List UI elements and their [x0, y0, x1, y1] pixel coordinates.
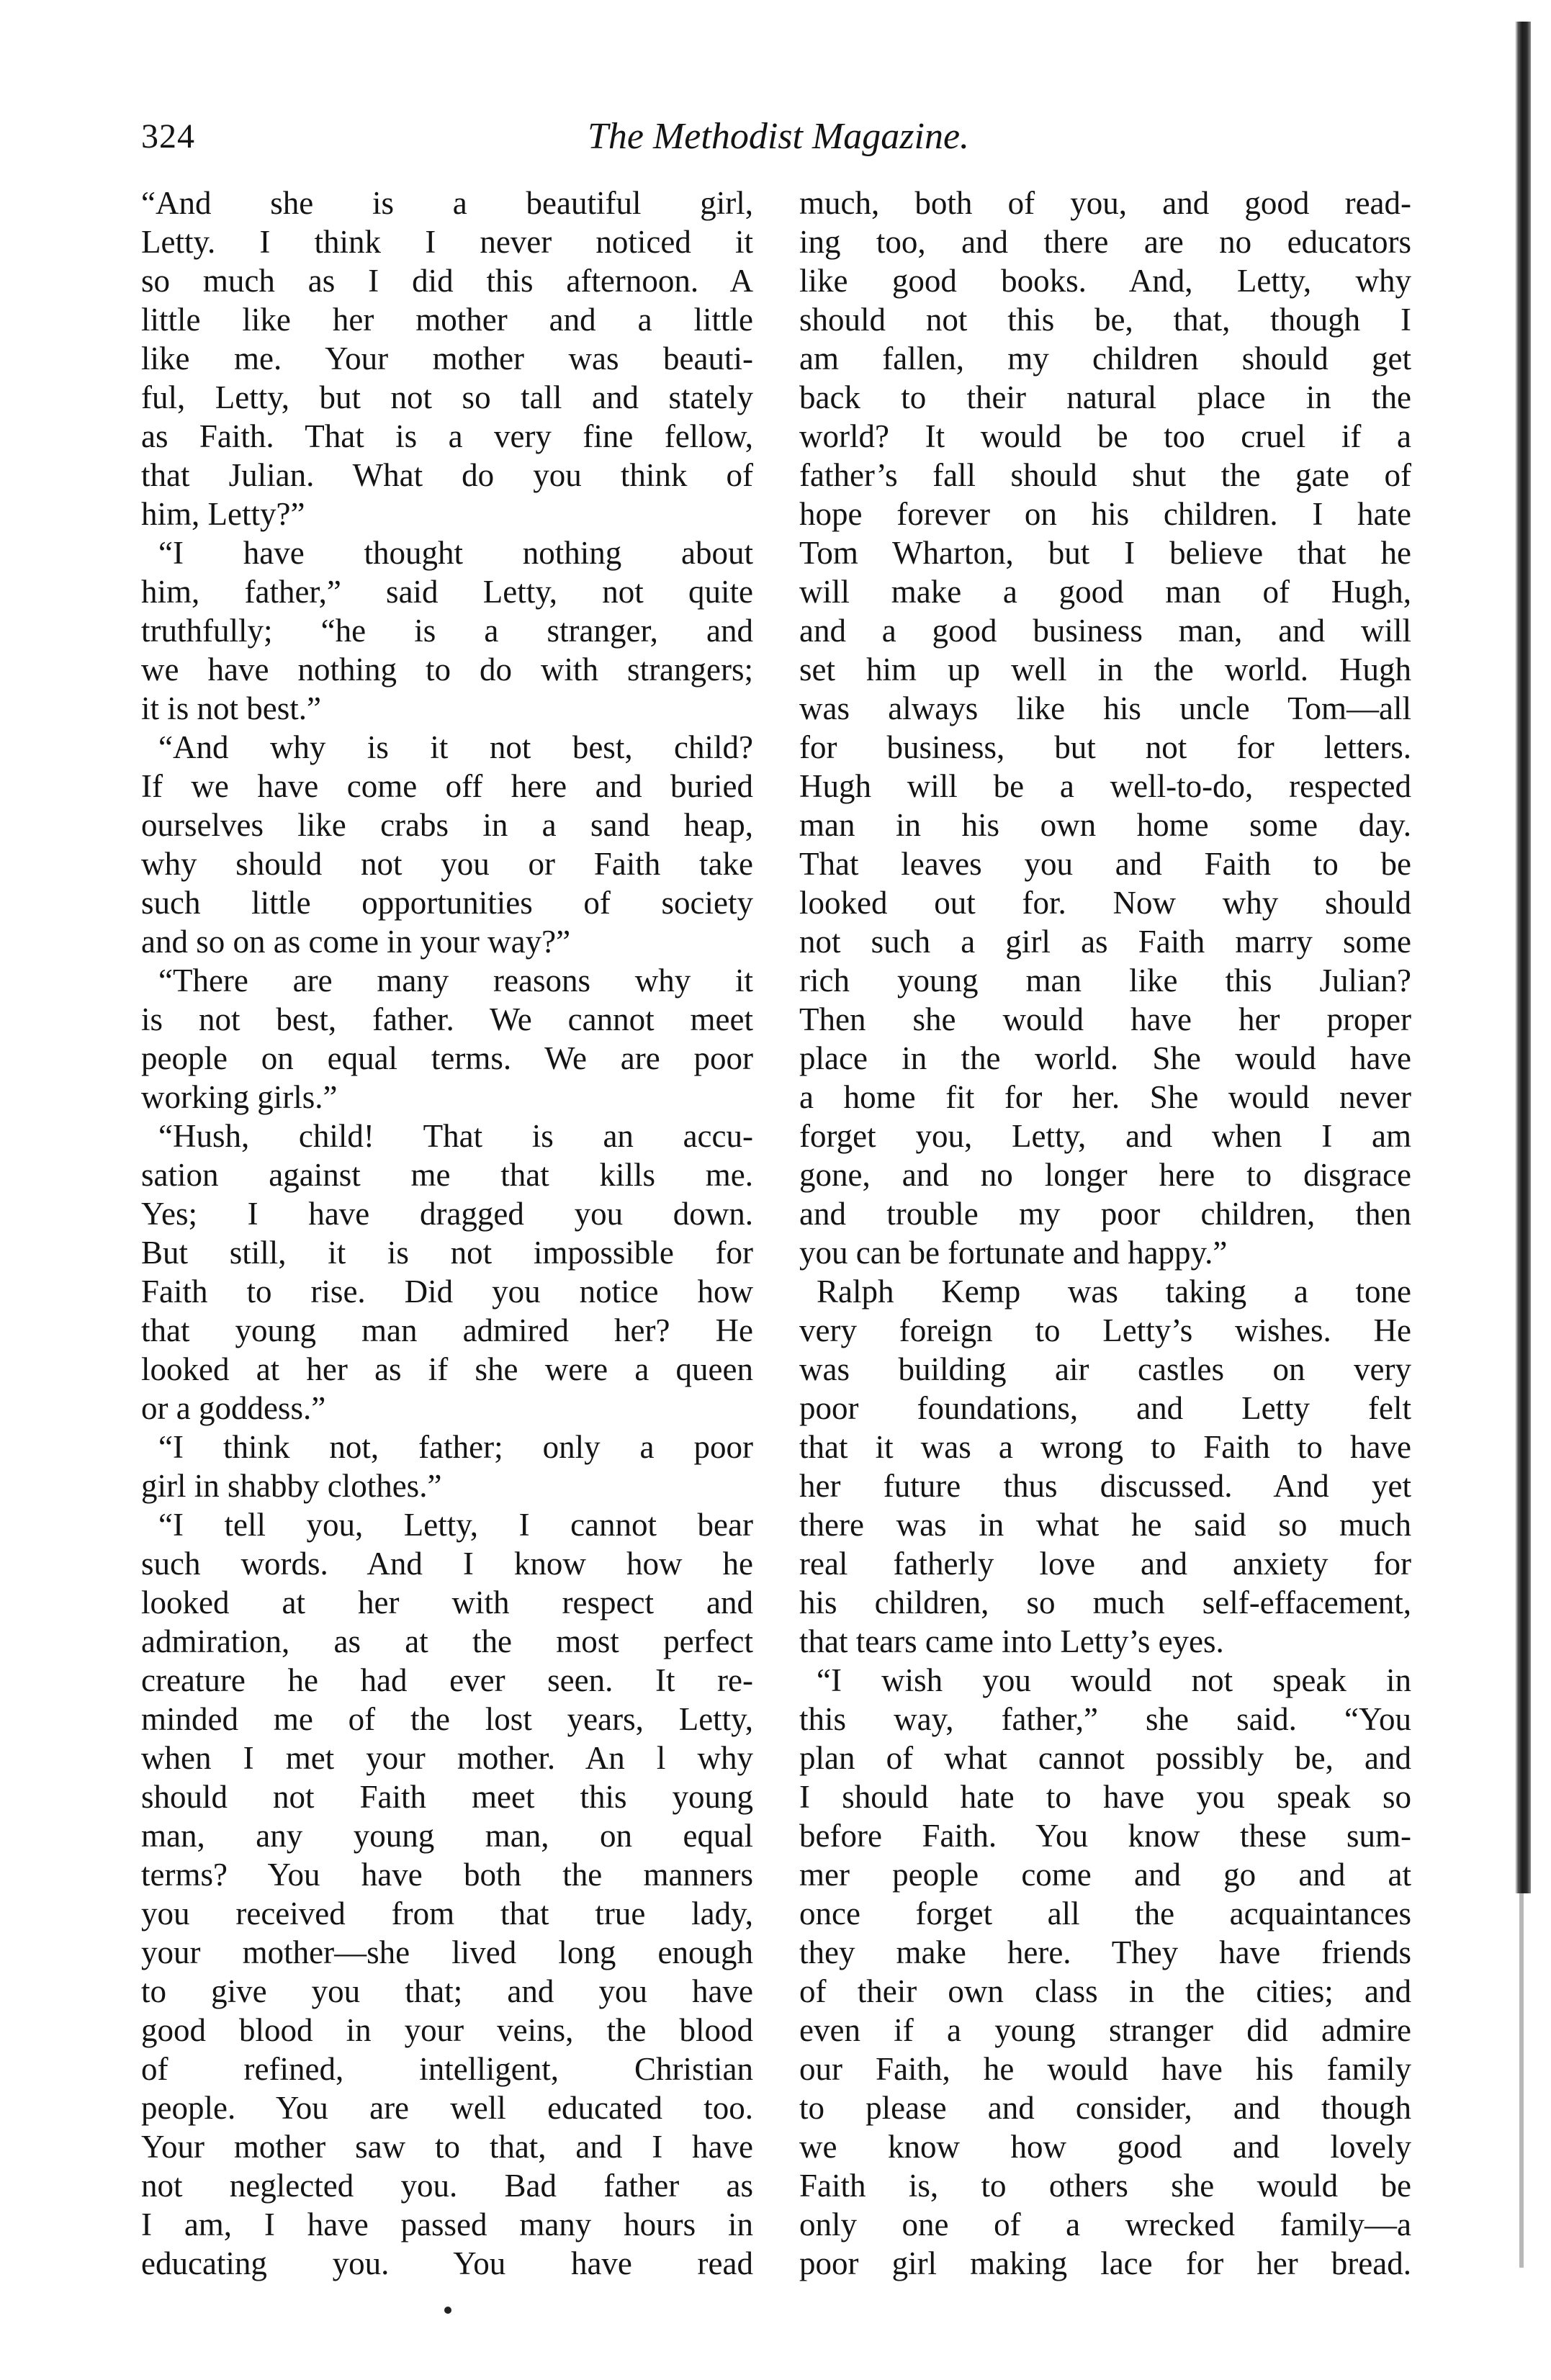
- text-line: Faith to rise. Did you notice how: [141, 1274, 753, 1310]
- text-line: minded me of the lost years, Letty,: [141, 1701, 753, 1737]
- text-line: so much as I did this afternoon. A: [141, 263, 753, 299]
- text-line: like good books. And, Letty, why: [799, 263, 1411, 299]
- text-line: ourselves like crabs in a sand heap,: [141, 807, 753, 843]
- text-line: your mother—she lived long enough: [141, 1934, 753, 1970]
- text-line: was always like his uncle Tom—all: [799, 690, 1411, 726]
- text-line: before Faith. You know these sum-: [799, 1818, 1411, 1854]
- text-line: am fallen, my children should get: [799, 341, 1411, 377]
- text-line: people on equal terms. We are poor: [141, 1040, 753, 1076]
- text-line: man in his own home some day.: [799, 807, 1411, 843]
- text-line: him, father,” said Letty, not quite: [141, 574, 753, 610]
- text-line: and a good business man, and will: [799, 613, 1411, 649]
- text-line: we have nothing to do with strangers;: [141, 652, 753, 688]
- text-line: forget you, Letty, and when I am: [799, 1118, 1411, 1154]
- text-line: not such a girl as Faith marry some: [799, 924, 1411, 960]
- text-line: mer people come and go and at: [799, 1857, 1411, 1893]
- text-line: they make here. They have friends: [799, 1934, 1411, 1970]
- running-title: The Methodist Magazine.: [587, 116, 970, 157]
- text-line: working girls.”: [141, 1079, 338, 1115]
- page-number: 324: [141, 117, 195, 155]
- text-line: to give you that; and you have: [141, 1973, 753, 2009]
- text-line: when I met your mother. An l why: [141, 1740, 753, 1776]
- text-line: we know how good and lovely: [799, 2129, 1411, 2165]
- text-line: I am, I have passed many hours in: [141, 2207, 753, 2242]
- page-footer-dot: [444, 2307, 451, 2314]
- text-line: such little opportunities of society: [141, 885, 753, 921]
- text-line: our Faith, he would have his family: [799, 2051, 1411, 2087]
- text-line: a home fit for her. She would never: [799, 1079, 1411, 1115]
- text-line: If we have come off here and buried: [141, 768, 753, 804]
- text-line: or a goddess.”: [141, 1390, 326, 1426]
- text-line: it is not best.”: [141, 690, 321, 726]
- text-line: ful, Letty, but not so tall and stately: [141, 379, 753, 415]
- text-line: sation against me that kills me.: [141, 1157, 753, 1193]
- text-line: as Faith. That is a very fine fellow,: [141, 418, 753, 454]
- text-line: Letty. I think I never noticed it: [141, 224, 753, 260]
- text-line: poor girl making lace for her bread.: [799, 2245, 1411, 2281]
- text-line: plan of what cannot possibly be, and: [799, 1740, 1411, 1776]
- text-line: hope forever on his children. I hate: [799, 496, 1411, 532]
- text-line: Yes; I have dragged you down.: [141, 1196, 753, 1232]
- text-line: “And she is a beautiful girl,: [141, 185, 753, 221]
- text-line: there was in what he said so much: [799, 1507, 1411, 1543]
- scanned-page-edge: [1515, 22, 1531, 1893]
- text-line: Hugh will be a well-to-do, respected: [799, 768, 1411, 804]
- text-line: is not best, father. We cannot meet: [141, 1001, 753, 1037]
- text-line: gone, and no longer here to disgrace: [799, 1157, 1411, 1193]
- text-line: should not this be, that, though I: [799, 302, 1411, 338]
- text-line: him, Letty?”: [141, 496, 305, 532]
- text-line: looked at her as if she were a queen: [141, 1351, 753, 1387]
- text-line: father’s fall should shut the gate of: [799, 457, 1411, 493]
- text-line: you received from that true lady,: [141, 1896, 753, 1932]
- left-text-column: [141, 184, 753, 2283]
- text-line: that tears came into Letty’s eyes.: [799, 1623, 1224, 1659]
- text-line: will make a good man of Hugh,: [799, 574, 1411, 610]
- page-header: [141, 108, 1416, 166]
- text-line: world? It would be too cruel if a: [799, 418, 1411, 454]
- text-line: Then she would have her proper: [799, 1001, 1411, 1037]
- text-line: only one of a wrecked family—a: [799, 2207, 1411, 2242]
- text-line: But still, it is not impossible for: [141, 1235, 753, 1271]
- text-line: I should hate to have you speak so: [799, 1779, 1411, 1815]
- text-line: was building air castles on very: [799, 1351, 1411, 1387]
- text-line: his children, so much self-effacement,: [799, 1585, 1411, 1621]
- text-line: very foreign to Letty’s wishes. He: [799, 1312, 1411, 1348]
- text-line: of their own class in the cities; and: [799, 1973, 1411, 2009]
- text-line: even if a young stranger did admire: [799, 2012, 1411, 2048]
- text-line: “I think not, father; only a poor: [158, 1429, 753, 1465]
- text-line: like me. Your mother was beauti-: [141, 341, 753, 377]
- text-line: for business, but not for letters.: [799, 729, 1411, 765]
- text-line: such words. And I know how he: [141, 1546, 753, 1582]
- text-line: terms? You have both the manners: [141, 1857, 753, 1893]
- text-line: looked out for. Now why should: [799, 885, 1411, 921]
- text-line: “I have thought nothing about: [158, 535, 753, 571]
- text-line: Your mother saw to that, and I have: [141, 2129, 753, 2165]
- text-line: people. You are well educated too.: [141, 2090, 753, 2126]
- text-line: that young man admired her? He: [141, 1312, 753, 1348]
- text-line: this way, father,” she said. “You: [799, 1701, 1411, 1737]
- text-line: “I wish you would not speak in: [817, 1662, 1411, 1698]
- text-line: real fatherly love and anxiety for: [799, 1546, 1411, 1582]
- text-line: “There are many reasons why it: [158, 963, 753, 999]
- text-line: set him up well in the world. Hugh: [799, 652, 1411, 688]
- text-line: educating you. You have read: [141, 2245, 753, 2281]
- text-line: should not Faith meet this young: [141, 1779, 753, 1815]
- text-line: truthfully; “he is a stranger, and: [141, 613, 753, 649]
- text-line: that Julian. What do you think of: [141, 457, 753, 493]
- text-line: to please and consider, and though: [799, 2090, 1411, 2126]
- text-line: That leaves you and Faith to be: [799, 846, 1411, 882]
- text-line: and so on as come in your way?”: [141, 924, 571, 960]
- text-line: girl in shabby clothes.”: [141, 1468, 442, 1504]
- text-line: good blood in your veins, the blood: [141, 2012, 753, 2048]
- text-line: place in the world. She would have: [799, 1040, 1411, 1076]
- text-line: that it was a wrong to Faith to have: [799, 1429, 1411, 1465]
- text-line: rich young man like this Julian?: [799, 963, 1411, 999]
- scanned-page-edge-lower: [1519, 1893, 1524, 2268]
- text-line: admiration, as at the most perfect: [141, 1623, 753, 1659]
- text-line: “Hush, child! That is an accu-: [158, 1118, 753, 1154]
- right-text-column: [799, 184, 1411, 2283]
- text-line: much, both of you, and good read-: [799, 185, 1411, 221]
- text-line: ing too, and there are no educators: [799, 224, 1411, 260]
- text-line: and trouble my poor children, then: [799, 1196, 1411, 1232]
- text-line: looked at her with respect and: [141, 1585, 753, 1621]
- text-line: Tom Wharton, but I believe that he: [799, 535, 1411, 571]
- text-line: little like her mother and a little: [141, 302, 753, 338]
- text-line: back to their natural place in the: [799, 379, 1411, 415]
- text-line: you can be fortunate and happy.”: [799, 1235, 1228, 1271]
- text-line: once forget all the acquaintances: [799, 1896, 1411, 1932]
- text-line: Faith is, to others she would be: [799, 2168, 1411, 2204]
- text-line: of refined, intelligent, Christian: [141, 2051, 753, 2087]
- text-line: creature he had ever seen. It re-: [141, 1662, 753, 1698]
- text-line: why should not you or Faith take: [141, 846, 753, 882]
- text-line: “I tell you, Letty, I cannot bear: [158, 1507, 753, 1543]
- text-line: poor foundations, and Letty felt: [799, 1390, 1411, 1426]
- text-line: Ralph Kemp was taking a tone: [817, 1274, 1411, 1310]
- text-line: man, any young man, on equal: [141, 1818, 753, 1854]
- text-line: her future thus discussed. And yet: [799, 1468, 1411, 1504]
- text-line: “And why is it not best, child?: [158, 729, 753, 765]
- text-line: not neglected you. Bad father as: [141, 2168, 753, 2204]
